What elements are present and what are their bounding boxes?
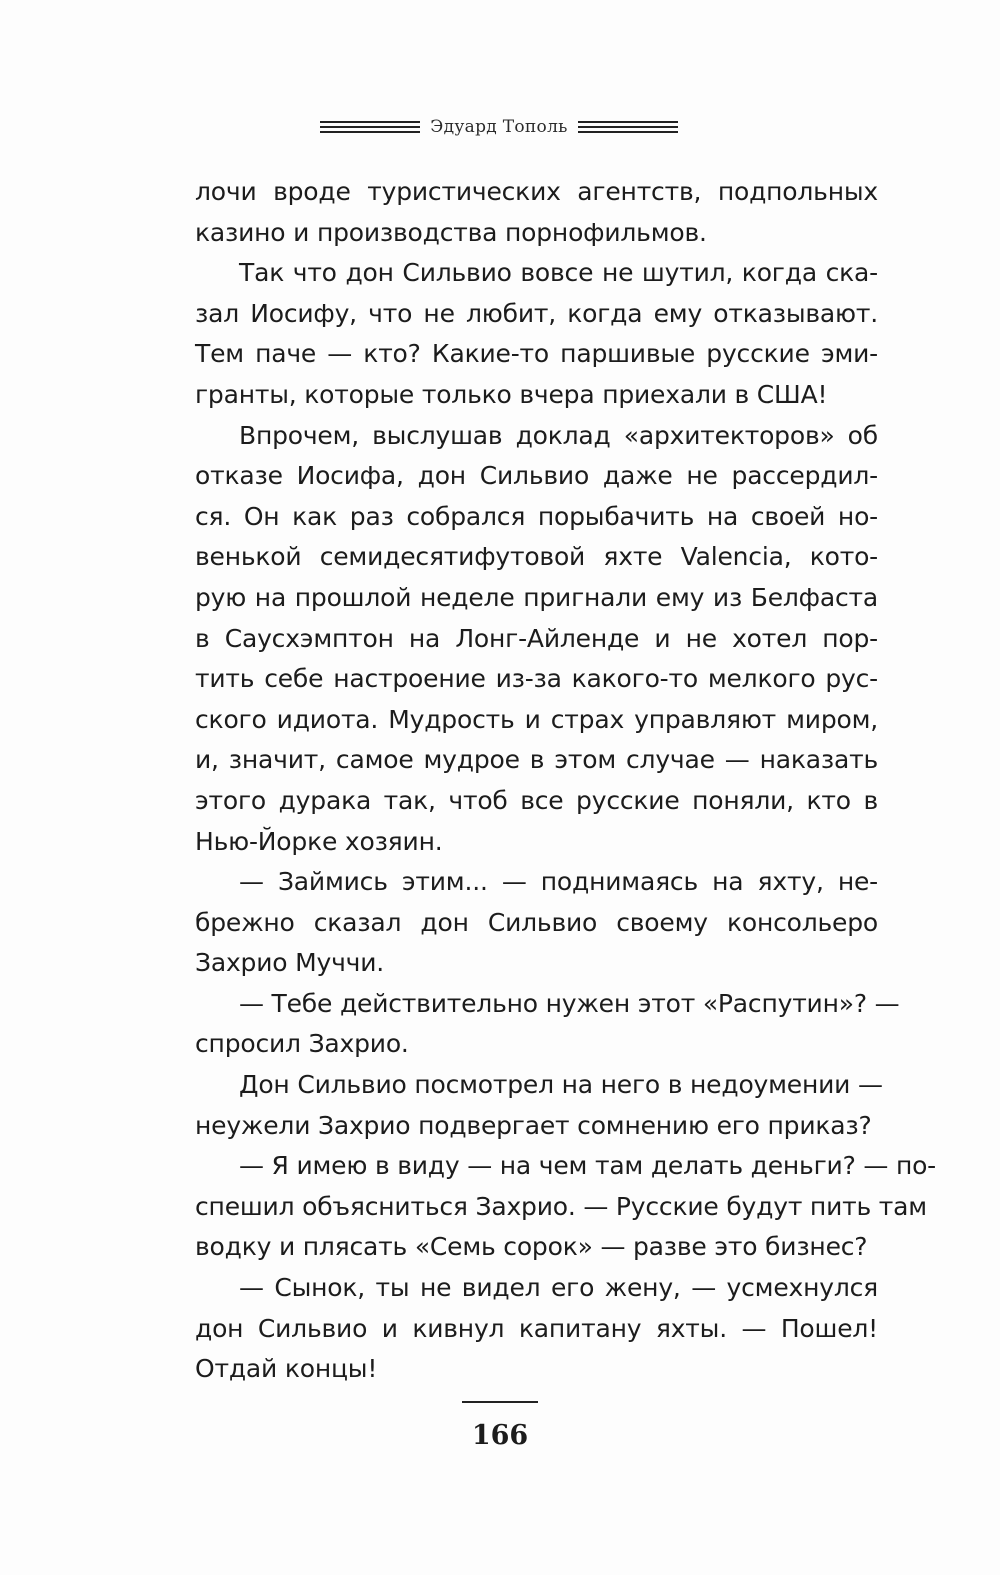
paragraph	[195, 1146, 936, 1268]
text-line: Захрио Муччи.	[195, 948, 385, 978]
footer-rule	[462, 1401, 538, 1403]
text-line: Нью-Йорке хозяин.	[195, 826, 443, 856]
header-rule-right	[578, 121, 678, 133]
text-line: лочи вроде туристических агентств, подпольных	[195, 177, 878, 206]
text-line: Так что дон Сильвио вовсе не шутил, когда ска-	[239, 258, 878, 288]
text-line: дон Сильвио и кивнул капитану яхты. — Пошел!	[195, 1313, 878, 1343]
paragraph	[195, 984, 900, 1065]
text-line: Впрочем, выслушав доклад «архитекторов» об	[239, 420, 878, 450]
text-line: рую на прошлой неделе пригнали ему из Белфаста	[195, 582, 878, 612]
header-author: Эдуард Тополь	[430, 117, 568, 137]
paragraph	[195, 862, 878, 984]
text-line: — Тебе действительно нужен этот «Распутин»? —	[239, 988, 900, 1018]
text-line: Дон Сильвио посмотрел на него в недоумении —	[239, 1070, 883, 1100]
paragraph	[195, 1065, 883, 1146]
text-line: ского идиота. Мудрость и страх управляют миром,	[195, 704, 878, 734]
text-line: гранты, которые только вчера приехали в США!	[195, 379, 828, 409]
text-line: спешил объясниться Захрио. — Русские будут пить там	[195, 1191, 927, 1221]
running-header	[310, 112, 688, 142]
text-line: брежно сказал дон Сильвио своему консольеро	[195, 907, 878, 937]
text-line: венькой семидесятифутовой яхте Valencia, кото-	[195, 542, 878, 572]
page-number: 166	[471, 1420, 529, 1451]
text-line: — Я имею в виду — на чем там делать деньги? — по-	[239, 1151, 936, 1181]
text-line: водку и плясать «Семь сорок» — разве это бизнес?	[195, 1232, 868, 1262]
text-line: этого дурака так, чтоб все русские поняли, кто в	[195, 785, 878, 815]
text-line: и, значит, самое мудрое в этом случае — наказать	[195, 745, 878, 775]
text-line: в Саусхэмптон на Лонг-Айленде и не хотел пор-	[195, 623, 878, 653]
text-line: — Займись этим... — поднимаясь на яхту, не-	[239, 867, 878, 897]
text-line: — Сынок, ты не видел его жену, — усмехнулся	[239, 1273, 878, 1303]
paragraph	[195, 1268, 878, 1390]
header-rule-left	[320, 121, 420, 133]
paragraph	[195, 253, 878, 415]
text-line: Отдай концы!	[195, 1354, 378, 1384]
text-line: неужели Захрио подвергает сомнению его приказ?	[195, 1110, 872, 1140]
paragraph	[195, 416, 878, 863]
body-text	[195, 172, 936, 1390]
paragraph	[195, 172, 878, 253]
text-line: ся. Он как раз собрался порыбачить на своей но-	[195, 501, 878, 531]
text-line: зал Иосифу, что не любит, когда ему отказывают.	[195, 298, 878, 328]
text-line: казино и производства порнофильмов.	[195, 217, 707, 247]
text-line: спросил Захрио.	[195, 1029, 409, 1059]
text-line: Тем паче — кто? Какие-то паршивые русские эми-	[195, 339, 878, 369]
text-line: отказе Иосифа, дон Сильвио даже не рассердил-	[195, 461, 878, 491]
text-line: тить себе настроение из-за какого-то мелкого рус-	[195, 664, 878, 694]
